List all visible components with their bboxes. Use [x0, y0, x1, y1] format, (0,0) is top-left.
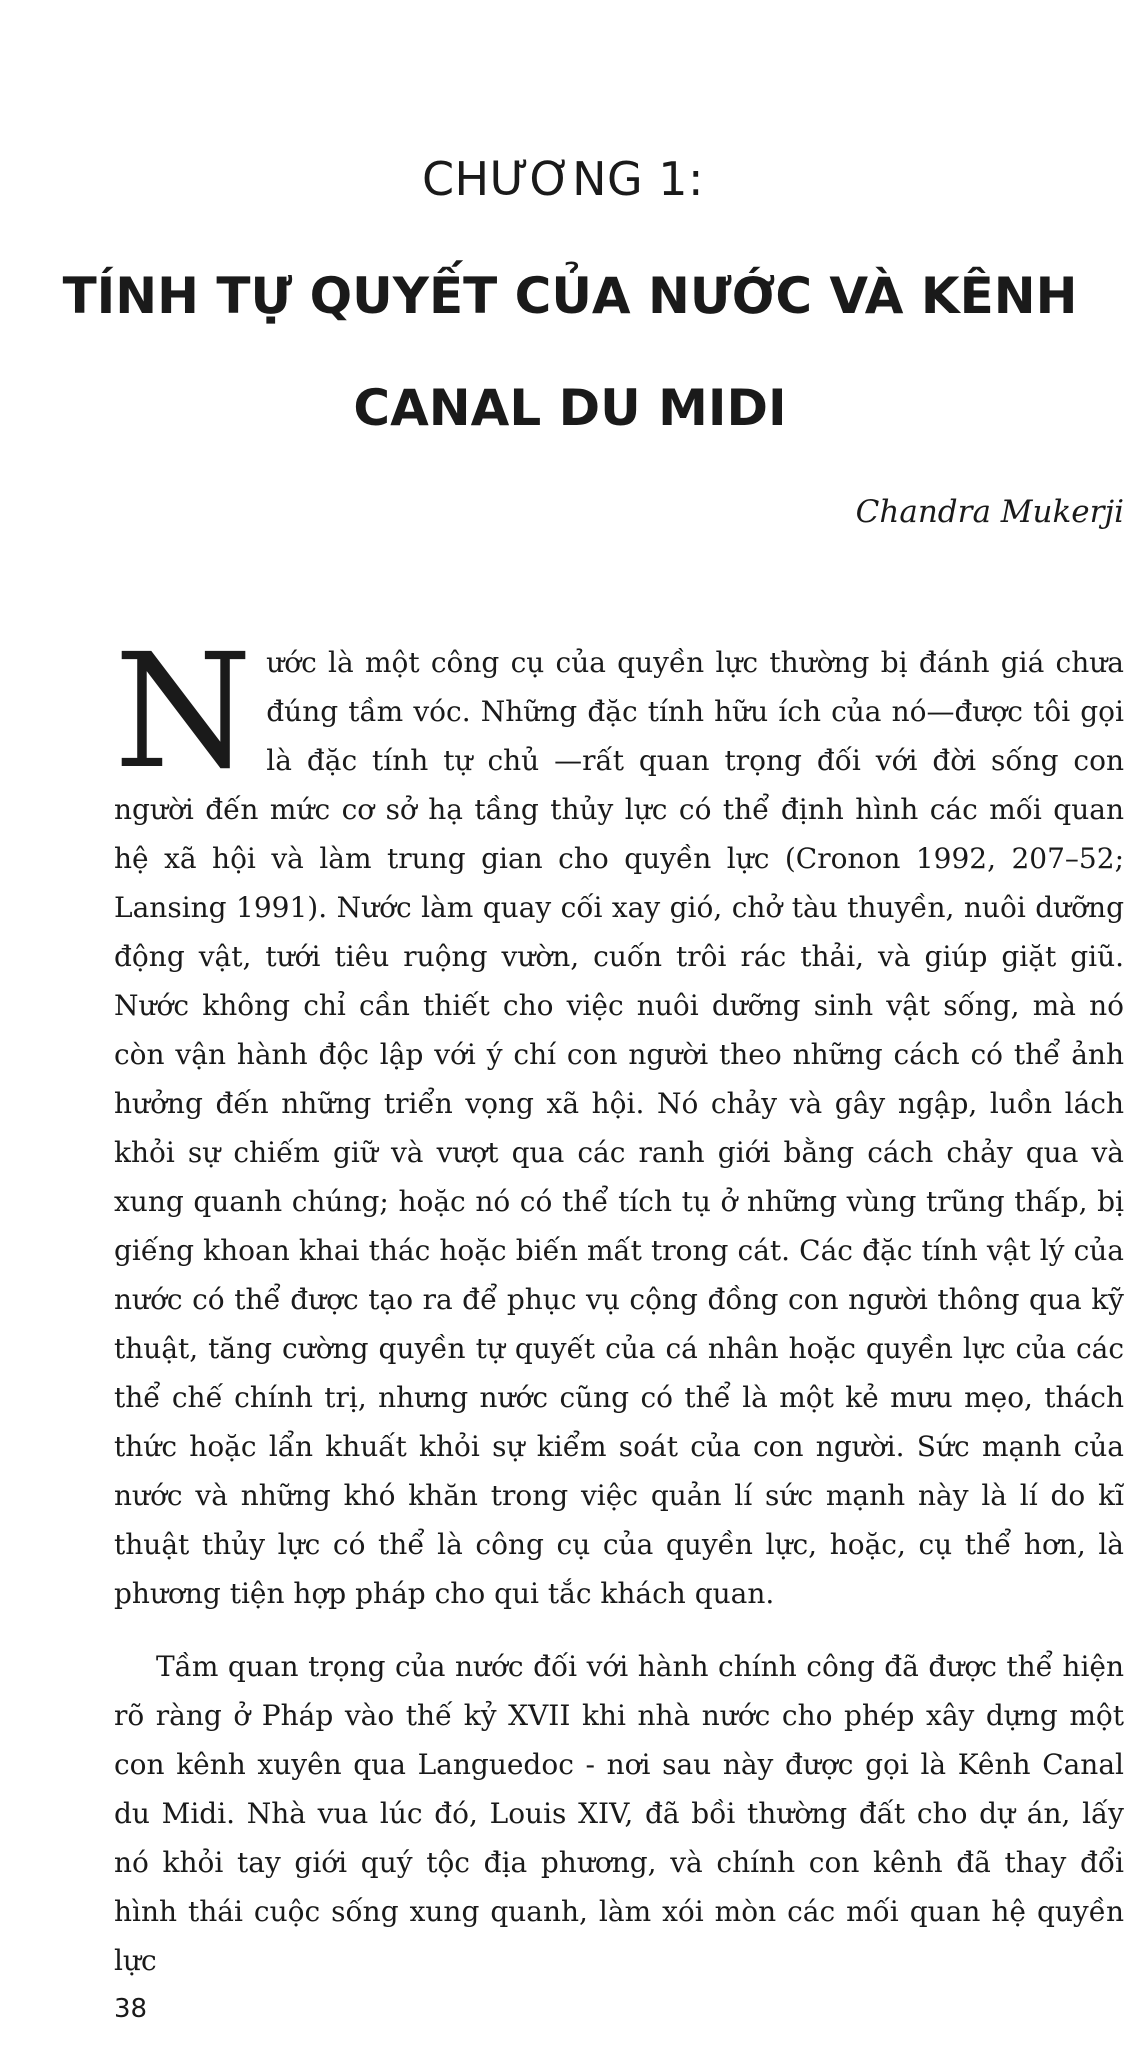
chapter-title: TÍNH TỰ QUYẾT CỦA NƯỚC VÀ KÊNH CANAL DU MIDI [62, 267, 1078, 437]
chapter-body [114, 620, 1124, 1985]
chapter-label: CHƯƠNG 1: [421, 152, 705, 206]
chapter-author: Chandra Mukerji [855, 494, 1124, 530]
paragraph-1 [114, 620, 1124, 1618]
paragraph-2: Tầm quan trọng của nước đối với hành chính công đã được thể hiện rõ ràng ở Pháp vào thế kỷ XVII khi nhà nước cho phép xây dựng một con kênh xuyên qua Languedoc - nơi sau này được gọi là Kênh Canal du Midi. Nhà vua lúc đó, Louis XIV, đã bồi thường đất cho dự án, lấy nó khỏi tay giới quý tộc địa phương, và chính con kênh đã thay đổi hình thái cuộc sống xung quanh, làm xói mòn các mối quan hệ quyền lực [114, 1650, 1124, 1977]
drop-cap: N [114, 620, 253, 804]
paragraph-1-text: ước là một công cụ của quyền lực thường bị đánh giá chưa đúng tầm vóc. Những đặc tính hữu ích của nó—được tôi gọi là đặc tính tự chủ —rất quan trọng đối với đời sống con người đến mức cơ sở hạ tầng thủy lực có thể định hình các mối quan hệ xã hội và làm trung gian cho quyền lực (Cronon 1992, 207–52; Lansing 1991). Nước làm quay cối xay gió, chở tàu thuyền, nuôi dưỡng động vật, tưới tiêu ruộng vườn, cuốn trôi rác thải, và giúp giặt giũ. Nước không chỉ cần thiết cho việc nuôi dưỡng sinh vật sống, mà nó còn vận hành độc lập với ý chí con người theo những cách có thể ảnh hưởng đến những triển vọng xã hội. Nó chảy và gây ngập, luồn lách khỏi sự chiếm giữ và vượt qua các ranh giới bằng cách chảy qua và xung quanh chúng; hoặc nó có thể tích tụ ở những vùng trũng thấp, bị giếng khoan khai thác hoặc biến mất trong cát. Các đặc tính vật lý của nước có thể được tạo ra để phục vụ cộng đồng con người thông qua kỹ thuật, tăng cường quyền tự quyết của cá nhân hoặc quyền lực của các thể chế chính trị, nhưng nước cũng có thể là một kẻ mưu mẹo, thách thức hoặc lẩn khuất khỏi sự kiểm soát của con người. Sức mạnh của nước và những khó khăn trong việc quản lí sức mạnh này là lí do kĩ thuật thủy lực có thể là công cụ của quyền lực, hoặc, cụ thể hơn, là phương tiện hợp pháp cho qui tắc khách quan. [114, 646, 1124, 1610]
page-number: 38 [114, 1994, 148, 2024]
